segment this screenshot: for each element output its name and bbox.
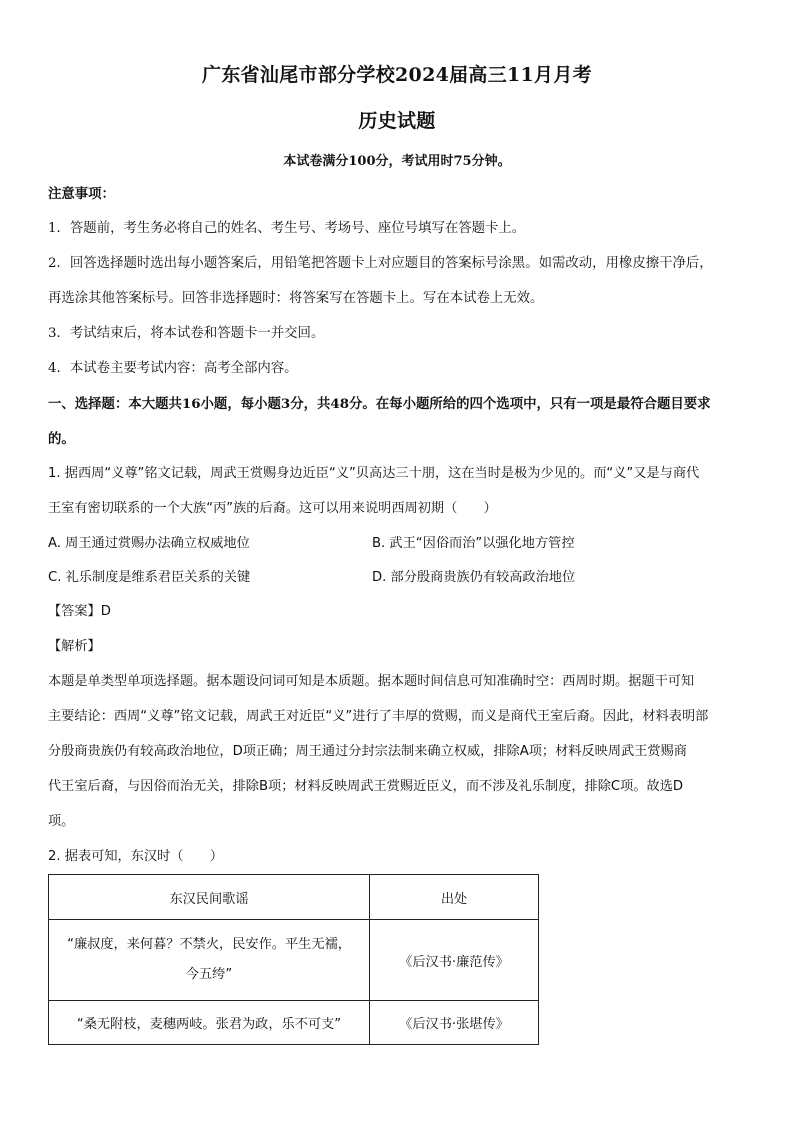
exam-subject: 历史试题 (358, 110, 436, 132)
q1-analysis-line-4: 代王室后裔，与因俗而治无关，排除B项；材料反映周武王赏赐近臣义，而不涉及礼乐制度，排除C项。故选D (48, 779, 684, 794)
notice-item-2-cont: 再选涂其他答案标号。回答非选择题时：将答案写在答题卡上。写在本试卷上无效。 (48, 291, 544, 306)
q1-option-c: C. 礼乐制度是维系君臣关系的关键 (48, 570, 251, 585)
notice-item-3: 3．考试结束后，将本试卷和答题卡一并交回。 (48, 326, 325, 341)
section-heading: 一、选择题：本大题共16小题，每小题3分，共48分。在每小题所给的四个选项中，只有一项是最符合题目要求 (48, 396, 711, 412)
q1-analysis-line-2: 主要结论：西周“义尊”铭文记载，周武王对近臣“义”进行了丰厚的赏赐，而义是商代王室后裔。因此，材料表明部 (48, 709, 709, 724)
table-header-song: 东汉民间歌谣 (49, 875, 370, 920)
q1-option-b: B. 武王“因俗而治”以强化地方管控 (372, 536, 575, 551)
q1-option-a: A. 周王通过赏赐办法确立权威地位 (48, 536, 250, 551)
table-cell-song: “桑无附枝，麦穗两岐。张君为政，乐不可支” (49, 1001, 370, 1045)
table-row (49, 920, 539, 1001)
q1-analysis-line-3: 分殷商贵族仍有较高政治地位，D项正确；周王通过分封宗法制来确立权威，排除A项；材料反映周武王赏赐商 (48, 744, 687, 759)
table-cell-song (49, 920, 370, 1001)
section-heading-cont: 的。 (48, 431, 75, 447)
q1-analysis-label: 【解析】 (48, 639, 101, 654)
q1-stem-line-2: 王室有密切联系的一个大族“丙”族的后裔。这可以用来说明西周初期（ ） (48, 501, 497, 516)
notice-item-4: 4．本试卷主要考试内容：高考全部内容。 (48, 361, 298, 376)
exam-info: 本试卷满分100分，考试用时75分钟。 (283, 154, 511, 169)
q2-stem: 2. 据表可知，东汉时（ ） (48, 849, 224, 864)
notice-item-2: 2．回答选择题时选出每小题答案后，用铅笔把答题卡上对应题目的答案标号涂黑。如需改动，用橡皮擦干净后， (48, 256, 713, 271)
table-cell-source: 《后汉书·张堪传》 (370, 1001, 539, 1045)
q1-analysis-line-5: 项。 (48, 814, 75, 829)
notice-heading: 注意事项： (48, 186, 115, 202)
q2-table (48, 874, 539, 1045)
notice-item-1: 1．答题前，考生务必将自己的姓名、考生号、考场号、座位号填写在答题卡上。 (48, 221, 526, 236)
table-row (49, 1001, 539, 1045)
q1-stem-line-1: 1. 据西周“义尊”铭文记载，周武王赏赐身边近臣“义”贝高达三十朋，这在当时是极为少见的。而“义”又是与商代 (48, 466, 700, 481)
table-header-source: 出处 (370, 875, 539, 920)
exam-title: 广东省汕尾市部分学校2024届高三11月月考 (202, 64, 592, 86)
song-line: 今五绔” (185, 967, 233, 982)
table-header-row (49, 875, 539, 920)
table-cell-source: 《后汉书·廉范传》 (370, 920, 539, 1001)
song-line: “廉叔度，来何暮？不禁火，民安作。平生无襦， (67, 937, 351, 952)
q1-option-d: D. 部分殷商贵族仍有较高政治地位 (372, 570, 576, 585)
q1-analysis-line-1: 本题是单类型单项选择题。据本题设问词可知是本质题。据本题时间信息可知准确时空：西周时期。据题干可知 (48, 674, 695, 689)
q1-answer: 【答案】D (48, 604, 111, 619)
